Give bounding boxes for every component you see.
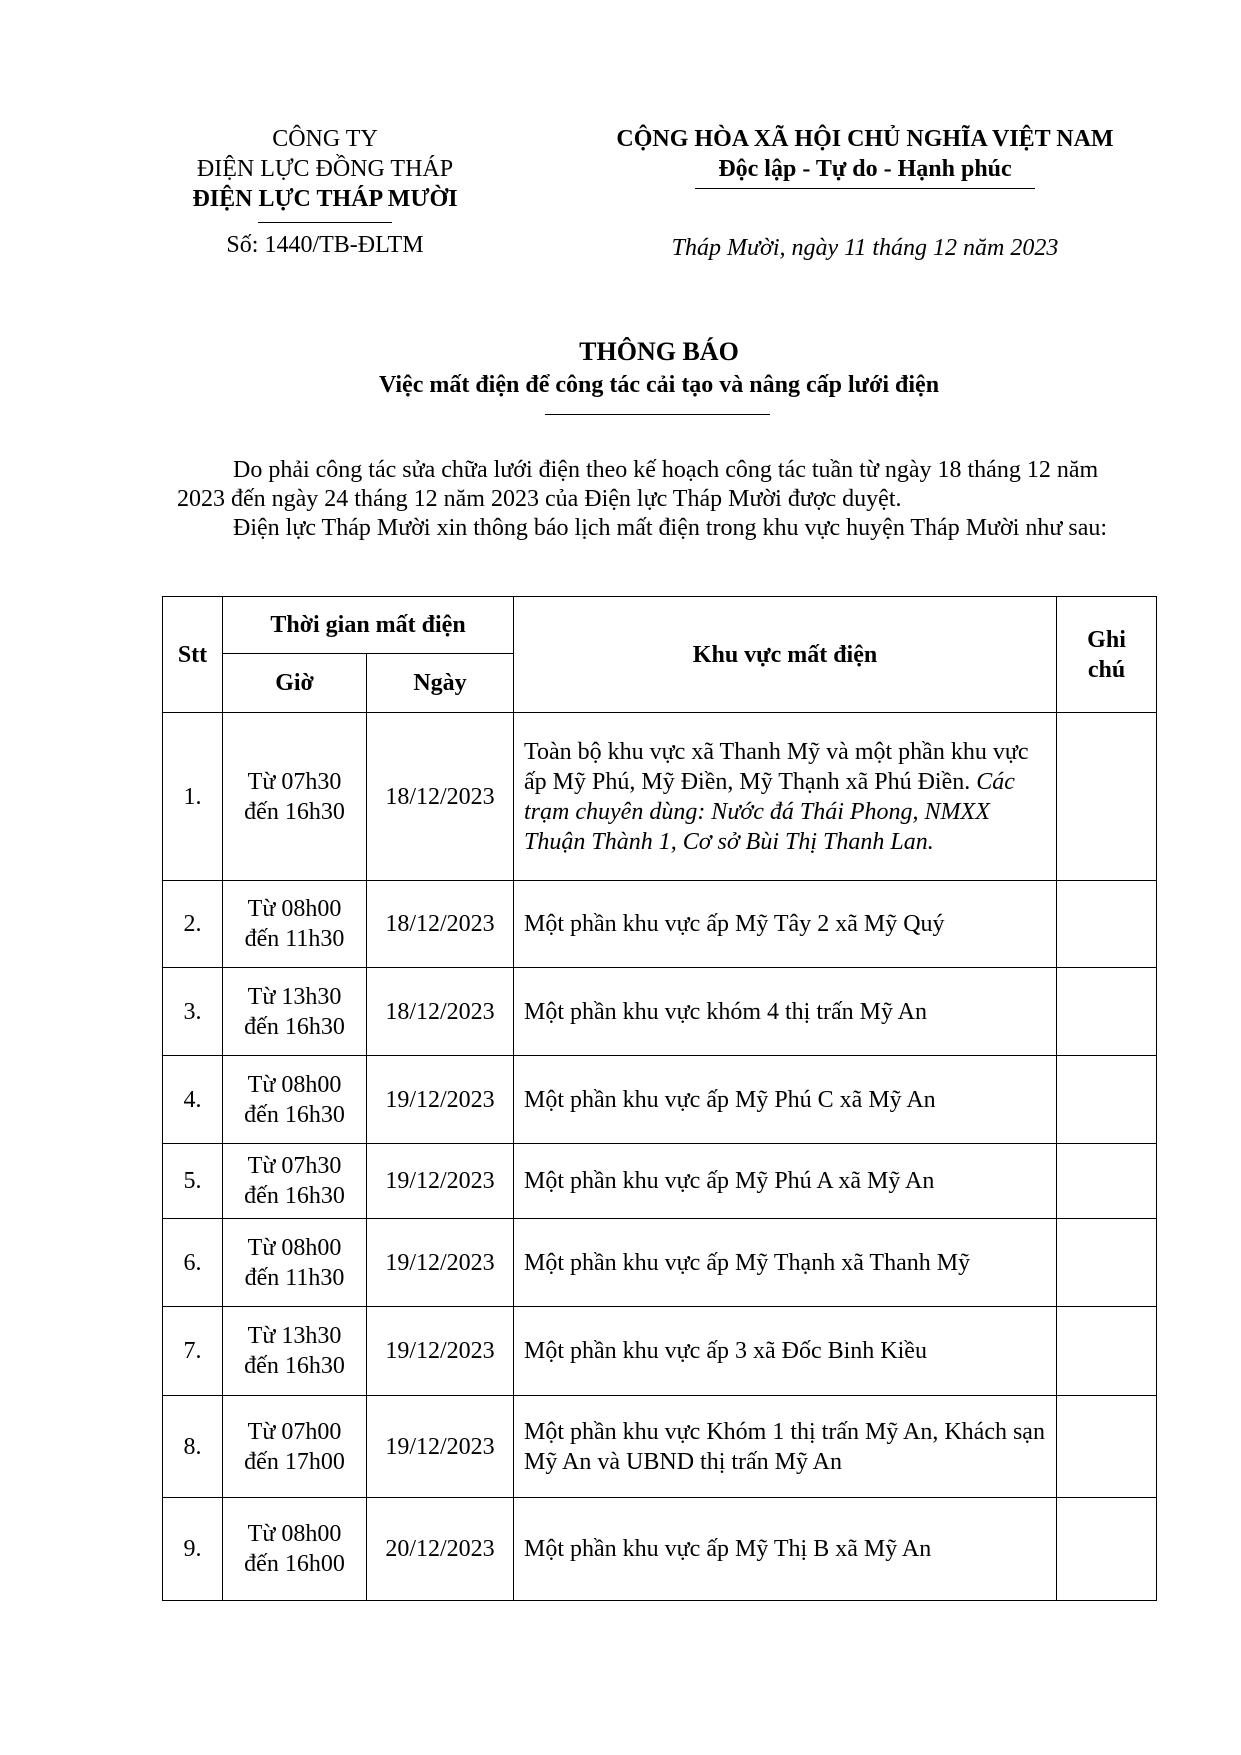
table-row (163, 1144, 1157, 1219)
time-from: Từ 08h00 (247, 1234, 342, 1261)
row-time (223, 1056, 367, 1144)
row-time (223, 713, 367, 881)
row-date: 19/12/2023 (367, 1144, 514, 1219)
row-date: 18/12/2023 (367, 881, 514, 968)
header-stt: Stt (163, 597, 223, 713)
place-date: Tháp Mười, ngày 11 tháng 12 năm 2023 (671, 235, 1059, 261)
row-time (223, 1144, 367, 1219)
row-time (223, 1396, 367, 1498)
table-header-row (163, 597, 1157, 654)
time-from: Từ 13h30 (247, 1323, 342, 1349)
nation-header (560, 124, 1170, 184)
row-stt: 6. (163, 1219, 223, 1307)
row-area (514, 1219, 1057, 1307)
org-line-company: CÔNG TY (272, 126, 378, 152)
row-area (514, 1396, 1057, 1498)
row-area (514, 881, 1057, 968)
area-text: Một phần khu vực ấp 3 xã Đốc Binh Kiều (524, 1338, 927, 1364)
time-to: đến 11h30 (244, 926, 345, 952)
row-area (514, 713, 1057, 881)
table-row (163, 1219, 1157, 1307)
area-extra-text: Các trạm chuyên dùng: Nước đá Thái Phong, NMXX Thuận Thành 1, Cơ sở Bùi Thị Thanh Lan. (524, 768, 1015, 855)
row-note (1057, 1219, 1157, 1307)
time-from: Từ 08h00 (247, 896, 342, 922)
table-row (163, 713, 1157, 881)
org-header (150, 124, 500, 214)
row-stt: 5. (163, 1144, 223, 1219)
time-to: đến 16h30 (244, 798, 345, 825)
row-area (514, 968, 1057, 1056)
row-time (223, 968, 367, 1056)
row-time (223, 1498, 367, 1601)
org-line-unit: ĐIỆN LỰC THÁP MƯỜI (192, 186, 458, 212)
time-to: đến 16h30 (244, 1183, 345, 1209)
intro-paragraph: Do phải công tác sửa chữa lưới điện theo kế hoạch công tác tuần từ ngày 18 tháng 12 năm 2023 đến ngày 24 tháng 12 năm 2023 của Điện lực Tháp Mười được duyệt. (177, 457, 1099, 512)
row-stt: 4. (163, 1056, 223, 1144)
time-from: Từ 08h00 (247, 1521, 342, 1547)
row-date: 20/12/2023 (367, 1498, 514, 1601)
row-time (223, 1219, 367, 1307)
motto-underline (695, 188, 1035, 189)
area-text: Một phần khu vực ấp Mỹ Thị B xã Mỹ An (524, 1536, 932, 1562)
notice-paragraph: Điện lực Tháp Mười xin thông báo lịch mất điện trong khu vực huyện Tháp Mười như sau: (233, 515, 1108, 541)
row-time (223, 1307, 367, 1396)
area-text: Một phần khu vực ấp Mỹ Phú C xã Mỹ An (524, 1086, 936, 1113)
time-from: Từ 13h30 (247, 983, 342, 1010)
area-text: Toàn bộ khu vực xã Thanh Mỹ và một phần khu vực ấp Mỹ Phú, Mỹ Điền, Mỹ Thạnh xã Phú Điền. (524, 738, 1029, 795)
area-text: Một phần khu vực ấp Mỹ Phú A xã Mỹ An (524, 1168, 935, 1194)
row-note (1057, 1396, 1157, 1498)
row-note (1057, 968, 1157, 1056)
row-date: 19/12/2023 (367, 1056, 514, 1144)
row-area (514, 1056, 1057, 1144)
time-to: đến 17h00 (244, 1448, 345, 1475)
time-from: Từ 08h00 (247, 1071, 342, 1098)
outage-table (162, 596, 1157, 1601)
area-text: Một phần khu vực khóm 4 thị trấn Mỹ An (524, 998, 927, 1025)
header-time-group: Thời gian mất điện (223, 597, 514, 654)
row-note (1057, 1307, 1157, 1396)
doc-title: THÔNG BÁO (579, 337, 739, 366)
row-note (1057, 881, 1157, 968)
header-area: Khu vực mất điện (514, 597, 1057, 713)
time-to: đến 16h30 (244, 1013, 345, 1040)
row-stt: 1. (163, 713, 223, 881)
header-note: Ghi chú (1057, 597, 1157, 713)
row-area (514, 1307, 1057, 1396)
row-time (223, 881, 367, 968)
time-to: đến 16h30 (244, 1101, 345, 1128)
time-to: đến 16h00 (244, 1551, 345, 1577)
row-stt: 7. (163, 1307, 223, 1396)
table-row (163, 1056, 1157, 1144)
row-note (1057, 1144, 1157, 1219)
time-from: Từ 07h00 (247, 1418, 342, 1445)
table-row (163, 1498, 1157, 1601)
row-stt: 3. (163, 968, 223, 1056)
row-note (1057, 1498, 1157, 1601)
row-note (1057, 1056, 1157, 1144)
row-date: 19/12/2023 (367, 1307, 514, 1396)
area-text: Một phần khu vực ấp Mỹ Tây 2 xã Mỹ Quý (524, 911, 945, 937)
row-date: 19/12/2023 (367, 1396, 514, 1498)
table-row (163, 881, 1157, 968)
table-row (163, 1307, 1157, 1396)
time-to: đến 11h30 (244, 1264, 345, 1291)
table-row (163, 1396, 1157, 1498)
row-area (514, 1144, 1057, 1219)
doc-subtitle: Việc mất điện để công tác cải tạo và nâng cấp lưới điện (378, 372, 940, 398)
time-from: Từ 07h30 (247, 1153, 342, 1179)
row-area (514, 1498, 1057, 1601)
row-stt: 2. (163, 881, 223, 968)
header-hour: Giờ (223, 654, 367, 713)
org-underline (258, 222, 392, 223)
title-underline (545, 414, 770, 415)
row-date: 18/12/2023 (367, 968, 514, 1056)
time-to: đến 16h30 (244, 1353, 345, 1379)
org-line-parent: ĐIỆN LỰC ĐỒNG THÁP (196, 156, 454, 182)
header-date: Ngày (367, 654, 514, 713)
nation-name: CỘNG HÒA XÃ HỘI CHỦ NGHĨA VIỆT NAM (616, 126, 1114, 152)
row-note (1057, 713, 1157, 881)
row-date: 18/12/2023 (367, 713, 514, 881)
row-date: 19/12/2023 (367, 1219, 514, 1307)
table-row (163, 968, 1157, 1056)
row-stt: 9. (163, 1498, 223, 1601)
nation-motto: Độc lập - Tự do - Hạnh phúc (718, 156, 1012, 182)
document-number: Số: 1440/TB-ĐLTM (226, 232, 424, 258)
area-text: Một phần khu vực ấp Mỹ Thạnh xã Thanh Mỹ (524, 1249, 971, 1276)
row-stt: 8. (163, 1396, 223, 1498)
time-from: Từ 07h30 (247, 768, 342, 795)
area-text: Một phần khu vực Khóm 1 thị trấn Mỹ An, Khách sạn Mỹ An và UBND thị trấn Mỹ An (524, 1418, 1045, 1475)
